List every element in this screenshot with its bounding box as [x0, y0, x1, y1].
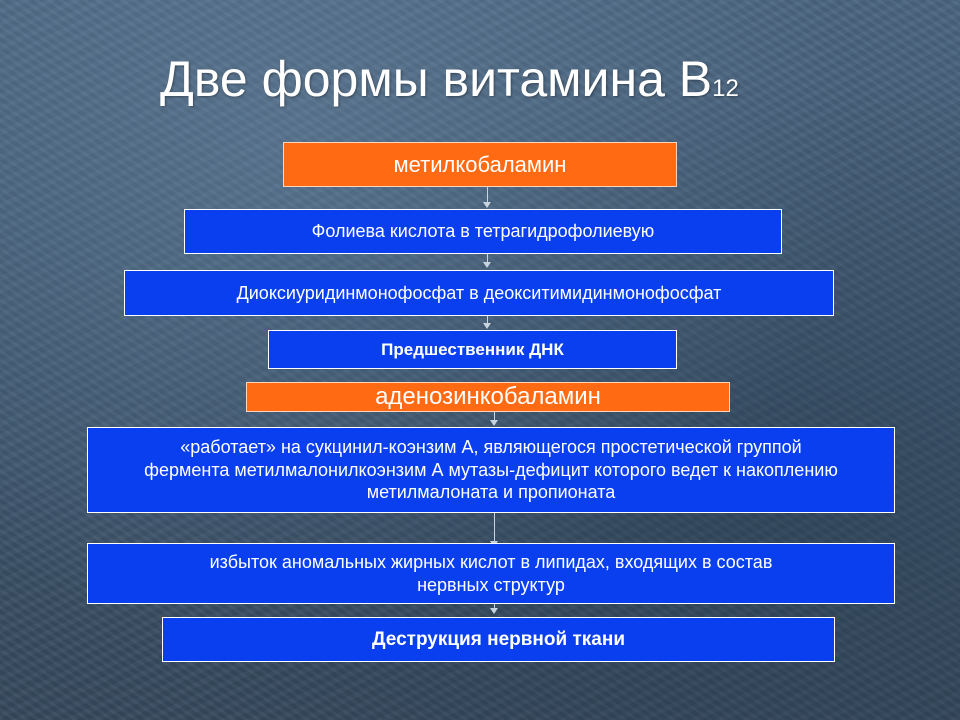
slide-title [160, 50, 739, 108]
methylcobalamin-label: метилкобаламин [393, 151, 567, 177]
deoxyuridine-box [124, 270, 834, 316]
fatty-acids-box [87, 543, 895, 604]
folic-acid-label: Фолиева кислота в тетрагидрофолиевую [311, 221, 655, 242]
connector-arrowhead [483, 202, 491, 208]
deoxyuridine-label: Диоксиуридинмонофосфат в деокситимидинмонофосфат [236, 282, 722, 303]
connector-line [494, 513, 495, 541]
title-subscript: 12 [712, 75, 739, 102]
connector-arrowhead [490, 420, 498, 426]
succinyl-coa-label: «работает» на сукцинил-коэнзим А, являющегося простетической группой фермента метилмалонилкоэнзим А мутазы-дефицит которого ведет к накоплению метилмалоната и пропионата [144, 437, 838, 503]
adenosylcobalamin-box [246, 382, 730, 412]
methylcobalamin-box [283, 142, 677, 187]
title-main: Две формы витамина В [160, 51, 713, 107]
dna-precursor-box [268, 330, 677, 369]
connector-arrowhead [490, 608, 498, 614]
fatty-acids-label: избыток аномальных жирных кислот в липидах, входящих в состав нервных структур [209, 552, 773, 595]
adenosylcobalamin-label: аденозинкобаламин [375, 383, 601, 410]
connector-arrowhead [483, 323, 491, 329]
connector-arrowhead [483, 262, 491, 268]
destruction-label: Деструкция нервной ткани [371, 628, 626, 650]
dna-precursor-label: Предшественник ДНК [381, 339, 564, 359]
connector-line [494, 412, 495, 420]
destruction-box [162, 617, 835, 662]
connector-line [487, 254, 488, 262]
succinyl-coa-box [87, 427, 895, 513]
connector-line [487, 187, 488, 203]
folic-acid-box [184, 209, 782, 254]
